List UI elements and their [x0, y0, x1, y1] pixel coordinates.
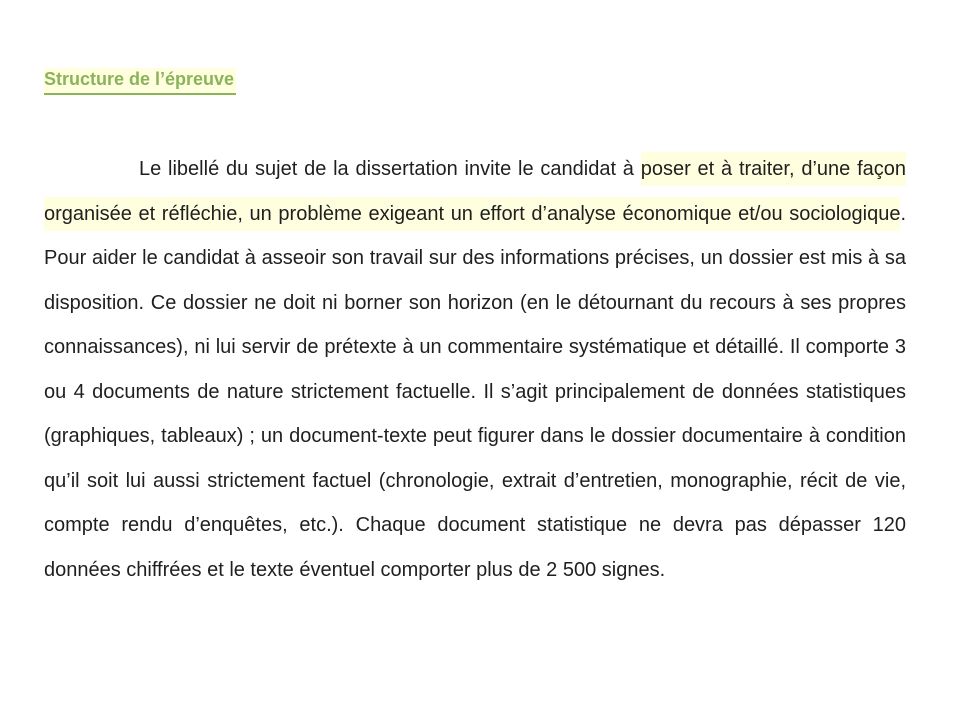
body-paragraph: [44, 147, 906, 592]
highlighted-phrase: poser et à traiter, d’une façon organisée et réfléchie, un problème exigeant un effort d’analyse économique et/ou sociologique: [44, 152, 906, 231]
paragraph-rest: . Pour aider le candidat à asseoir son travail sur des informations précises, un dossier est mis à sa disposition. Ce dossier ne doit ni borner son horizon (en le détournant du recours à ses propres connaissances), ni lui servir de prétexte à un commentaire systématique et détaillé. Il comporte 3 ou 4 documents de nature strictement factuelle. Il s’agit principalement de données statistiques (graphiques, tableaux) ; un document-texte peut figurer dans le dossier documentaire à condition qu’il soit lui aussi strictement factuel (chronologie, extrait d’entretien, monographie, récit de vie, compte rendu d’enquêtes, etc.). Chaque document statistique ne devra pas dépasser 120 données chiffrées et le texte éventuel comporter plus de 2 500 signes.: [44, 202, 906, 581]
section-heading: Structure de l’épreuve: [44, 68, 236, 95]
paragraph-intro: Le libellé du sujet de la dissertation invite le candidat à: [139, 158, 641, 180]
